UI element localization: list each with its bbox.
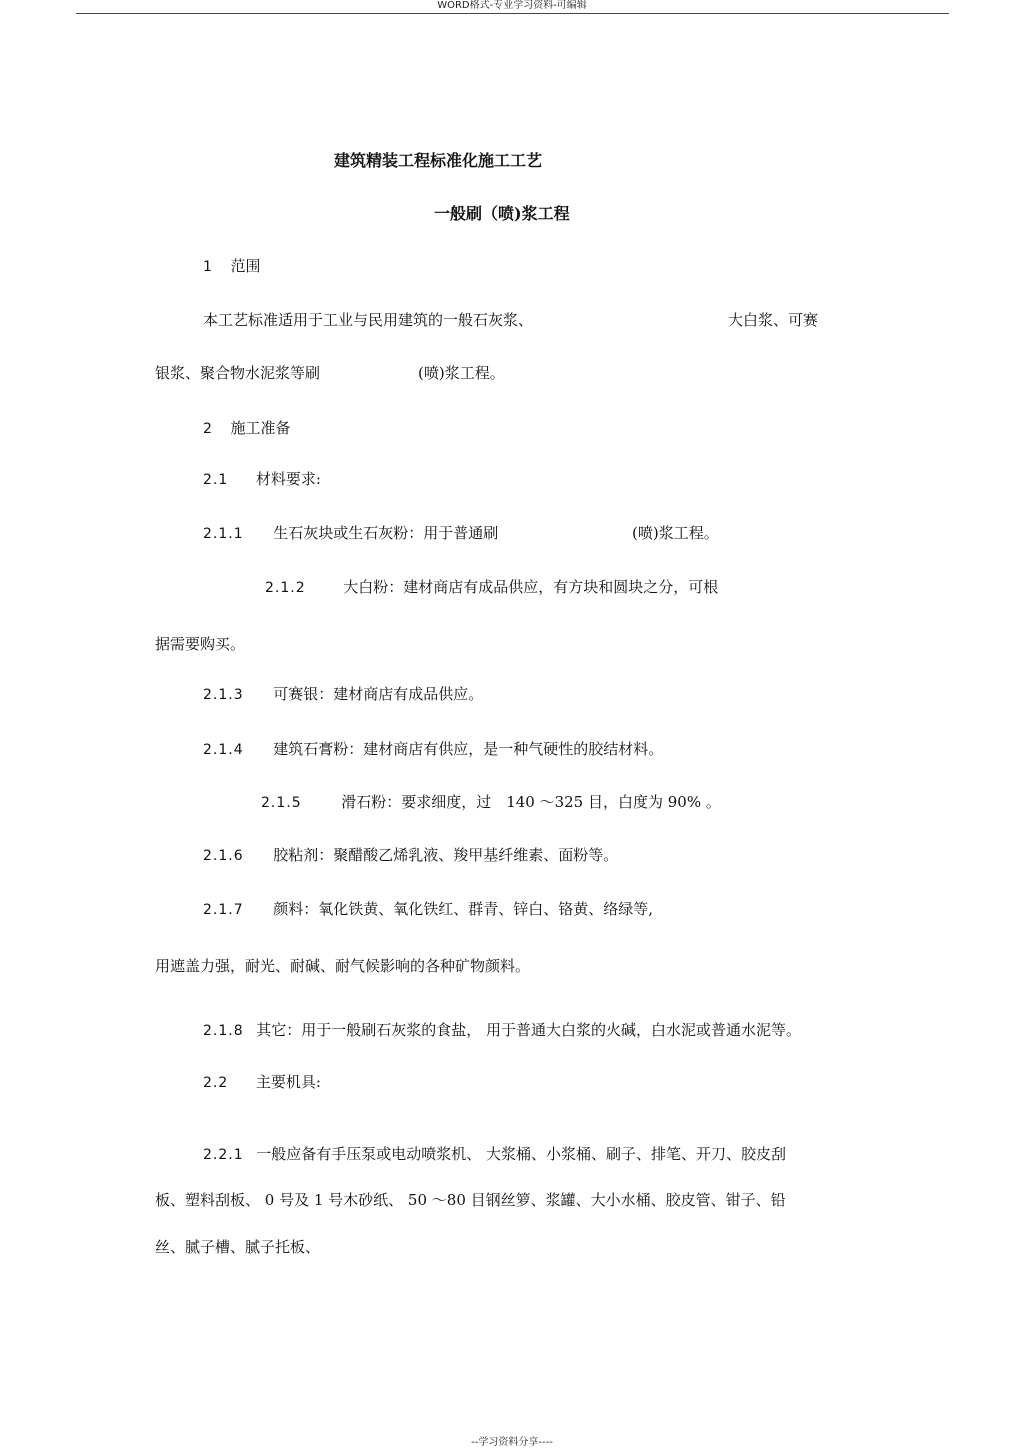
section-number: 1 — [203, 259, 213, 275]
item-text: 颜料：氧化铁黄、氧化铁红、群青、锌白、铬黄、络绿等, — [273, 900, 653, 918]
item-2-1-2 — [265, 577, 718, 598]
scope-paragraph-line-1-end — [728, 310, 818, 330]
document-subtitle: 一般刷（喷)浆工程 — [434, 204, 570, 223]
item-2-1-7 — [203, 899, 653, 920]
item-number: 2.1.5 — [261, 795, 302, 811]
section-number: 2.2 — [203, 1075, 229, 1091]
item-2-1-5 — [261, 792, 721, 813]
item-2-1-7-continuation — [155, 956, 530, 976]
text-run: 本工艺标准适用于工业与民用建筑的一般石灰浆、 — [203, 311, 534, 329]
item-2-1-4 — [203, 739, 663, 760]
item-number: 2.1.3 — [203, 687, 244, 703]
document-title: 建筑精装工程标准化施工工艺 — [334, 151, 543, 170]
subsection-2-2-heading — [203, 1072, 321, 1093]
item-number: 2.1.8 — [203, 1023, 244, 1039]
section-number: 2 — [203, 421, 213, 437]
item-2-1-3 — [203, 684, 483, 705]
item-number: 2.1.2 — [265, 580, 306, 596]
item-text: 滑石粉：要求细度，过 140 ～325 目，白度为 90% 。 — [341, 793, 721, 811]
text-run: 银浆、聚合物水泥浆等刷 — [155, 364, 321, 382]
item-text: 生石灰块或生石灰粉：用于普通刷 — [273, 524, 499, 542]
item-2-1-1 — [203, 523, 498, 544]
header-divider — [76, 13, 949, 14]
item-number: 2.1.7 — [203, 902, 244, 918]
item-2-1-8 — [203, 1020, 801, 1041]
item-2-2-1-line-2 — [155, 1190, 786, 1210]
text-run: 大白浆、可赛 — [728, 311, 819, 329]
item-text: 建筑石膏粉：建材商店有供应，是一种气硬性的胶结材料。 — [273, 740, 664, 758]
scope-paragraph-line-1 — [203, 310, 533, 330]
item-2-2-1 — [203, 1144, 786, 1165]
item-text: 据需要购买。 — [155, 635, 246, 653]
item-number: 2.1.4 — [203, 742, 244, 758]
item-number: 2.1.1 — [203, 526, 244, 542]
item-text: 一般应备有手压泵或电动喷浆机、 大浆桶、小浆桶、刷子、排笔、开刀、胶皮刮 — [256, 1145, 786, 1163]
item-number: 2.2.1 — [203, 1147, 244, 1163]
item-2-2-1-line-3 — [155, 1237, 320, 1257]
page-footer: --学习资料分享---- — [471, 1437, 553, 1448]
item-text: (喷)浆工程。 — [632, 524, 719, 542]
item-text: 可赛银：建材商店有成品供应。 — [273, 685, 484, 703]
item-2-1-1-end — [632, 523, 719, 543]
section-title: 范围 — [230, 257, 261, 275]
scope-paragraph-line-2 — [155, 363, 320, 383]
section-number: 2.1 — [203, 472, 229, 488]
subsection-2-1-heading — [203, 469, 321, 490]
item-number: 2.1.6 — [203, 848, 244, 864]
scope-paragraph-line-2-end — [418, 363, 505, 383]
section-title: 主要机具: — [255, 1073, 321, 1091]
item-2-1-6 — [203, 845, 618, 866]
item-text: 大白粉：建材商店有成品供应，有方块和圆块之分，可根 — [343, 578, 719, 596]
page-header: WORD格式-专业学习资料-可编辑 — [437, 0, 587, 11]
section-2-heading — [203, 418, 291, 439]
item-text: 板、塑料刮板、 0 号及 1 号木砂纸、 50 ～80 目钢丝箩、浆罐、大小水桶、胶皮管、钳子、铅 — [155, 1191, 786, 1209]
item-text: 丝、腻子槽、腻子托板、 — [155, 1238, 321, 1256]
text-run: (喷)浆工程。 — [418, 364, 505, 382]
item-2-1-2-continuation — [155, 634, 245, 654]
item-text: 其它：用于一般刷石灰浆的食盐， 用于普通大白浆的火碱，白水泥或普通水泥等。 — [256, 1021, 801, 1039]
item-text: 胶粘剂：聚醋酸乙烯乳液、羧甲基纤维素、面粉等。 — [273, 846, 619, 864]
section-title: 材料要求: — [255, 470, 321, 488]
section-1-heading — [203, 256, 261, 277]
item-text: 用遮盖力强，耐光、耐碱、耐气候影响的各种矿物颜料。 — [155, 957, 531, 975]
section-title: 施工准备 — [230, 419, 291, 437]
